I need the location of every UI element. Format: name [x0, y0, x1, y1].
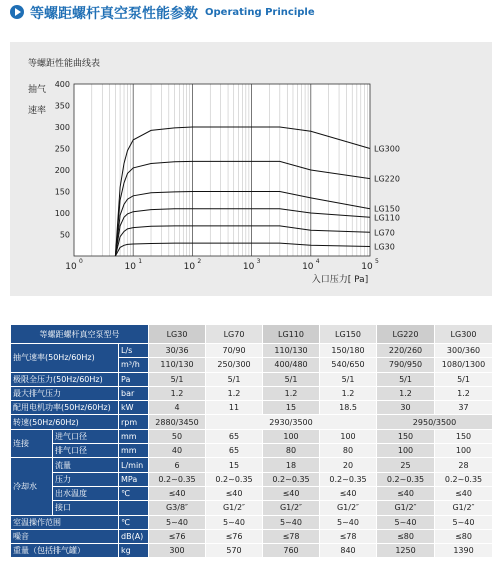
- cell: G3/8″: [149, 501, 206, 515]
- cell: 0.2~0.35: [206, 472, 263, 486]
- section-header: [0, 0, 502, 24]
- cell: 0.2~0.35: [149, 472, 206, 486]
- model-name: LG150: [320, 325, 377, 344]
- row-label: 噪音: [11, 529, 119, 543]
- cell: ≤40: [149, 486, 206, 500]
- cell: 760: [263, 544, 320, 558]
- cell: ≤80: [377, 529, 435, 543]
- cell: 1.2: [206, 386, 263, 400]
- row-unit: L/s: [119, 344, 149, 358]
- cell: 15: [263, 401, 320, 415]
- y-tick-label: 150: [54, 187, 70, 197]
- cell: ≤40: [435, 486, 493, 500]
- y-axis-label: 速率: [28, 106, 47, 116]
- series-label: LG110: [374, 213, 400, 223]
- cell: 0.2~0.35: [320, 472, 377, 486]
- cell: 100: [320, 429, 377, 443]
- cell: 20: [320, 458, 377, 472]
- x-tick-label: 10: [183, 262, 196, 272]
- arrow-right-circle-icon: [10, 5, 24, 19]
- x-tick-label: 10: [242, 262, 255, 272]
- cell: 37: [435, 401, 493, 415]
- x-tick-label: 10: [302, 262, 314, 272]
- cell: ≤78: [263, 529, 320, 543]
- cell: 100: [377, 444, 435, 458]
- cell: 0.2~0.35: [435, 472, 493, 486]
- x-tick-exponent: 0: [79, 258, 83, 265]
- chart-title: 等螺距性能曲线表: [28, 59, 101, 69]
- cell: 5/1: [149, 372, 206, 386]
- x-tick-exponent: 3: [256, 258, 261, 265]
- cell: ≤76: [206, 529, 263, 543]
- model-name: LG30: [149, 325, 206, 344]
- cell: G1/2″: [435, 501, 493, 515]
- x-tick-exponent: 5: [375, 258, 379, 265]
- section-title: 等螺距螺杆真空泵性能参数: [30, 6, 198, 22]
- cell: 80: [263, 444, 320, 458]
- cell: 250/300: [206, 358, 263, 372]
- cell: 110/130: [263, 344, 320, 358]
- cell: 110/130: [149, 358, 206, 372]
- cell: 18: [263, 458, 320, 472]
- row-label: 配用电机功率(50Hz/60Hz): [11, 401, 119, 415]
- cell: 1.2: [435, 386, 493, 400]
- row-unit: MPa: [119, 472, 149, 486]
- table-row-cool-temp: [11, 486, 493, 500]
- table-row-cool-port: [11, 501, 493, 515]
- series-label: LG70: [374, 228, 395, 238]
- cell: 5/1: [206, 372, 263, 386]
- performance-chart-panel: [10, 42, 492, 296]
- y-tick-label: 250: [54, 144, 70, 154]
- cell: ≤78: [320, 529, 377, 543]
- x-tick-exponent: 1: [138, 258, 143, 265]
- cell: 5~40: [149, 515, 206, 529]
- x-tick-label: 10: [65, 262, 77, 272]
- cell: 15: [206, 458, 263, 472]
- cell: 100: [435, 444, 493, 458]
- cell: 4: [149, 401, 206, 415]
- series-label: LG30: [374, 242, 395, 252]
- cell: 150: [377, 429, 435, 443]
- row-unit: dB(A): [119, 529, 149, 543]
- model-name: LG70: [206, 325, 263, 344]
- cell: G1/2″: [377, 501, 435, 515]
- section-subtitle: Operating Principle: [205, 7, 315, 18]
- cell: 30: [377, 401, 435, 415]
- cell: G1/2″: [206, 501, 263, 515]
- cell: 5/1: [435, 372, 493, 386]
- row-unit: m³/h: [119, 358, 149, 372]
- x-tick-exponent: 2: [197, 258, 202, 265]
- row-sublabel: 出水温度: [53, 486, 119, 500]
- row-unit: [119, 501, 149, 515]
- table-row-motor: [11, 401, 493, 415]
- performance-chart: [10, 42, 492, 296]
- table-row-conn-inlet: [11, 429, 493, 443]
- row-unit: rpm: [119, 415, 149, 429]
- cell: 100: [263, 429, 320, 443]
- x-tick-label: 10: [361, 262, 373, 272]
- row-sublabel: 接口: [53, 501, 119, 515]
- row-unit: ℃: [119, 515, 149, 529]
- cell: 50: [149, 429, 206, 443]
- cell: 2880/3450: [149, 415, 206, 429]
- row-label: 室温操作范围: [11, 515, 119, 529]
- cell: ≤40: [263, 486, 320, 500]
- row-sublabel: 排气口径: [53, 444, 119, 458]
- cell: 2950/3500: [377, 415, 493, 429]
- y-tick-label: 100: [54, 209, 70, 218]
- cell: ≤40: [377, 486, 435, 500]
- cell: 5~40: [263, 515, 320, 529]
- cell: 150: [435, 429, 493, 443]
- table-row-ultimate: [11, 372, 493, 386]
- table-row-max-exhaust: [11, 386, 493, 400]
- cell: 28: [435, 458, 493, 472]
- cell: 5/1: [320, 372, 377, 386]
- cell: 2930/3500: [206, 415, 377, 429]
- model-name: LG300: [435, 325, 493, 344]
- cell: 0.2~0.35: [263, 472, 320, 486]
- table-row-rpm: [11, 415, 493, 429]
- cell: 150/180: [320, 344, 377, 358]
- cell: 840: [320, 544, 377, 558]
- cell: 300/360: [435, 344, 493, 358]
- cell: 5/1: [377, 372, 435, 386]
- spec-table: [10, 324, 493, 558]
- x-axis-label: 入口压力[ Pa]: [311, 275, 369, 285]
- cell: 6: [149, 458, 206, 472]
- row-sublabel: 压力: [53, 472, 119, 486]
- cell: G1/2″: [320, 501, 377, 515]
- cell: 1390: [435, 544, 493, 558]
- row-sublabel: 流量: [53, 458, 119, 472]
- cell: 5~40: [320, 515, 377, 529]
- cell: ≤40: [320, 486, 377, 500]
- y-tick-label: 50: [59, 230, 70, 240]
- table-header-row: [11, 325, 493, 344]
- row-group-label: 冷却水: [11, 458, 53, 515]
- cell: 70/90: [206, 344, 263, 358]
- cell: 540/650: [320, 358, 377, 372]
- x-tick-label: 10: [124, 262, 136, 272]
- x-tick-exponent: 4: [315, 258, 320, 265]
- row-label: 转速(50Hz/60Hz): [11, 415, 119, 429]
- y-tick-label: 200: [54, 166, 70, 175]
- row-unit: L/min: [119, 458, 149, 472]
- row-unit: kg: [119, 544, 149, 558]
- cell: 65: [206, 444, 263, 458]
- model-name: LG110: [263, 325, 320, 344]
- table-row-cool-pressure: [11, 472, 493, 486]
- row-unit: ℃: [119, 486, 149, 500]
- table-row-conn-outlet: [11, 444, 493, 458]
- row-unit: bar: [119, 386, 149, 400]
- cell: 80: [320, 444, 377, 458]
- cell: 400/480: [263, 358, 320, 372]
- cell: 5~40: [377, 515, 435, 529]
- row-label: 抽气速率(50Hz/60Hz): [11, 344, 119, 373]
- cell: ≤76: [149, 529, 206, 543]
- cell: 300: [149, 544, 206, 558]
- cell: 5/1: [263, 372, 320, 386]
- y-tick-label: 300: [54, 123, 70, 132]
- cell: 220/260: [377, 344, 435, 358]
- row-unit: kW: [119, 401, 149, 415]
- y-tick-label: 400: [54, 80, 70, 89]
- row-sublabel: 进气口径: [53, 429, 119, 443]
- table-row-speed-ls: [11, 344, 493, 358]
- cell: 1.2: [149, 386, 206, 400]
- cell: 1250: [377, 544, 435, 558]
- cell: ≤40: [206, 486, 263, 500]
- row-unit: Pa: [119, 372, 149, 386]
- row-unit: mm: [119, 429, 149, 443]
- row-unit: mm: [119, 444, 149, 458]
- table-row-weight: [11, 544, 493, 558]
- cell: 570: [206, 544, 263, 558]
- series-label: LG150: [374, 204, 400, 214]
- table-row-cool-flow: [11, 458, 493, 472]
- cell: 30/36: [149, 344, 206, 358]
- cell: 25: [377, 458, 435, 472]
- cell: 790/950: [377, 358, 435, 372]
- table-row-noise: [11, 529, 493, 543]
- cell: 0.2~0.35: [377, 472, 435, 486]
- row-group-label: 连接: [11, 429, 53, 458]
- cell: 1.2: [320, 386, 377, 400]
- cell: 65: [206, 429, 263, 443]
- model-header-label: 等螺距螺杆真空泵型号: [11, 325, 149, 344]
- cell: 5~40: [206, 515, 263, 529]
- cell: 1080/1300: [435, 358, 493, 372]
- row-label: 重量（包括排气罐）: [11, 544, 119, 558]
- series-label: LG300: [374, 144, 400, 154]
- y-axis-label: 抽气: [28, 85, 47, 95]
- table-row-ambient: [11, 515, 493, 529]
- row-label: 极限全压力(50Hz/60Hz): [11, 372, 119, 386]
- row-label: 最大排气压力: [11, 386, 119, 400]
- series-label: LG220: [374, 174, 400, 184]
- y-tick-label: 350: [54, 101, 70, 111]
- cell: 18.5: [320, 401, 377, 415]
- cell: 1.2: [263, 386, 320, 400]
- cell: 1.2: [377, 386, 435, 400]
- cell: ≤80: [435, 529, 493, 543]
- model-name: LG220: [377, 325, 435, 344]
- cell: G1/2″: [263, 501, 320, 515]
- cell: 5~40: [435, 515, 493, 529]
- cell: 40: [149, 444, 206, 458]
- cell: 11: [206, 401, 263, 415]
